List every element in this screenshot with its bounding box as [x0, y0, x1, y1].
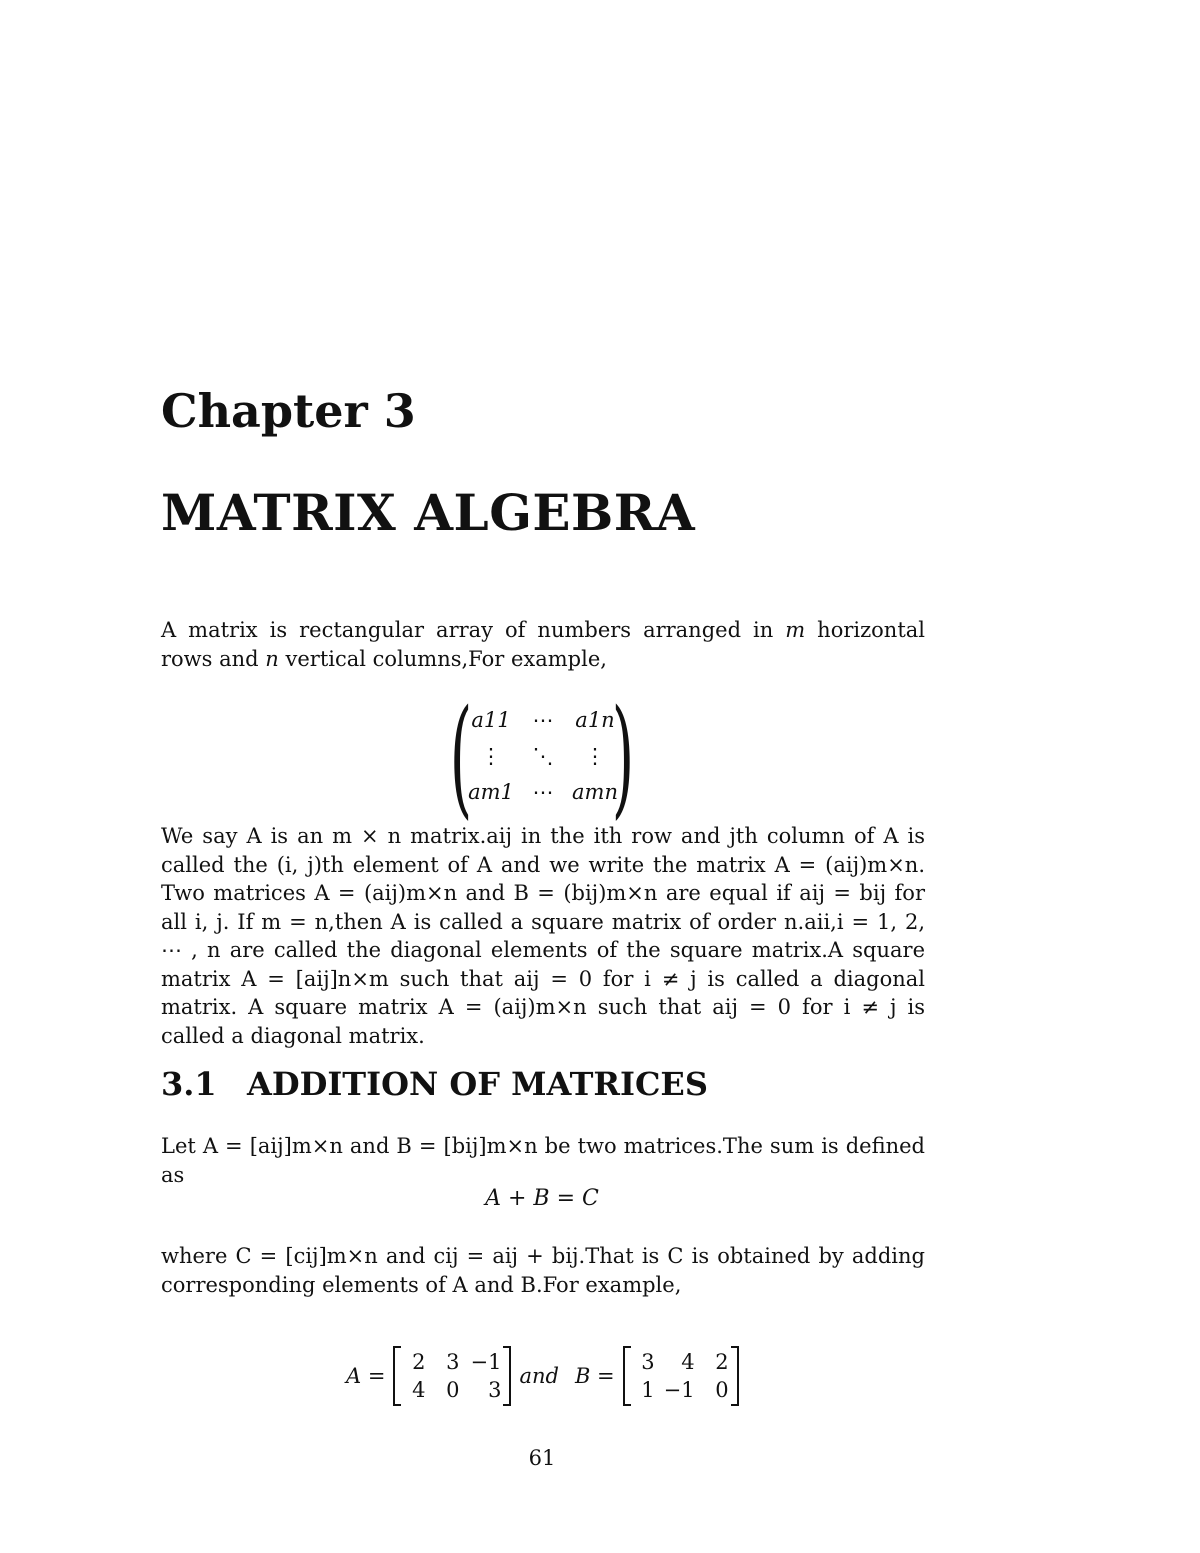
matrix-a-cell: 3	[488, 1378, 502, 1402]
intro-var-n: n	[265, 646, 279, 671]
general-matrix-grid	[464, 702, 622, 810]
addition-explanation: where C = [cij]m×n and cij = aij + bij.That is C is obtained by adding corresponding elements of A and B.For example,	[161, 1244, 925, 1297]
general-matrix	[440, 683, 644, 832]
matrix-b-cell: 2	[715, 1350, 729, 1374]
matrix-cell: ⋯	[532, 708, 554, 732]
sum-equation: A + B = C	[485, 1186, 599, 1211]
definition-paragraph: We say A is an m × n matrix.aij in the ith row and jth column of A is called the (i, j)th element of A and we write the matrix A = (aij)m×n. Two matrices A = (aij)m×n and B = (bij)m×n are equal if aij = bij for all i, j. If m = n,then A is called a square matrix of order n.aii,i = 1, 2, ⋯ , n are called the diagonal elements of the square matrix.A square matrix A = [aij]n×m such that aij = 0 for i ≠ j is called a diagonal matrix. A square matrix A = (aij)m×n such that aij = 0 for i ≠ j is called a diagonal matrix.	[161, 824, 925, 1048]
matrix-b-grid	[631, 1346, 731, 1406]
matrix-b-cell: −1	[663, 1378, 695, 1402]
matrix-cell: a11	[471, 708, 511, 732]
intro-text-1: A matrix is rectangular array of numbers arranged in	[161, 618, 786, 642]
section-heading	[161, 1065, 708, 1103]
matrix-cell: a1n	[575, 708, 615, 732]
right-paren: )	[611, 683, 635, 832]
intro-var-m: m	[785, 618, 806, 642]
matrix-a-cell: 3	[446, 1350, 460, 1374]
matrix-a-cell: 0	[446, 1378, 460, 1402]
example-matrices	[346, 1346, 739, 1406]
matrix-cell: ⋮	[480, 744, 502, 768]
matrix-b-cell: 4	[681, 1350, 695, 1374]
chapter-title: MATRIX ALGEBRA	[161, 483, 696, 542]
intro-paragraph	[161, 616, 925, 673]
matrix-a-cell: 2	[412, 1350, 426, 1374]
intro-text-2: horizontal rows and	[161, 618, 925, 671]
section-title: ADDITION OF MATRICES	[247, 1065, 708, 1103]
matrix-a-cell: 4	[412, 1378, 426, 1402]
matrix-cell: am1	[468, 780, 514, 804]
matrix-cell: ⋱	[532, 744, 554, 768]
matrix-b-cell: 3	[641, 1350, 655, 1374]
matrix-b	[623, 1346, 739, 1406]
matrix-cell: amn	[572, 780, 618, 804]
addition-intro: Let A = [aij]m×n and B = [bij]m×n be two matrices.The sum is defined as	[161, 1134, 925, 1187]
matrix-cell: ⋯	[532, 780, 554, 804]
section-number: 3.1	[161, 1065, 217, 1103]
matrix-a-grid	[401, 1346, 503, 1406]
matrix-b-cell: 1	[641, 1378, 655, 1402]
matrix-a-cell: −1	[470, 1350, 502, 1374]
matrix-cell: ⋮	[584, 744, 606, 768]
matrix-b-cell: 0	[715, 1378, 729, 1402]
chapter-label: Chapter 3	[161, 384, 416, 438]
matrix-a-label: A =	[346, 1364, 386, 1388]
page-number: 61	[528, 1446, 556, 1470]
matrix-b-label: B =	[574, 1364, 615, 1388]
and-label: and	[519, 1364, 559, 1388]
matrix-a	[393, 1346, 511, 1406]
left-paren: (	[449, 683, 473, 832]
intro-text-3: vertical columns,For example,	[278, 646, 607, 671]
